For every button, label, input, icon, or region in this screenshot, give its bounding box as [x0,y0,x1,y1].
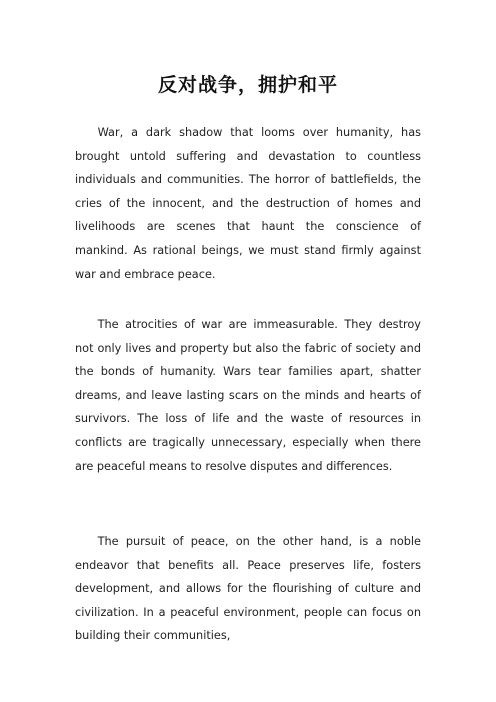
document-title: 反对战争，拥护和平 [157,74,338,96]
paragraph-3: The pursuit of peace, on the other hand, is a noble endeavor that benefits all. Peace preserves life, fosters development, and allows for the flourishing of culture and civilization. In a peaceful environment, people can focus on building their communities, [75,535,421,643]
paragraph-2: The atrocities of war are immeasurable. They destroy not only lives and property but also the fabric of society and the bonds of humanity. Wars tear families apart, shatter dreams, and leave lasting scars on the minds and hearts of survivors. The loss of life and the waste of resources in conflicts are tragically unnecessary, especially when there are peaceful means to resolve disputes and differences. [75,318,421,473]
paragraph-1: War, a dark shadow that looms over humanity, has brought untold suffering and devastation to countless individuals and communities. The horror of battlefields, the cries of the innocent, and the destruction of homes and livelihoods are scenes that haunt the conscience of mankind. As rational beings, we must stand firmly against war and embrace peace. [75,126,421,281]
